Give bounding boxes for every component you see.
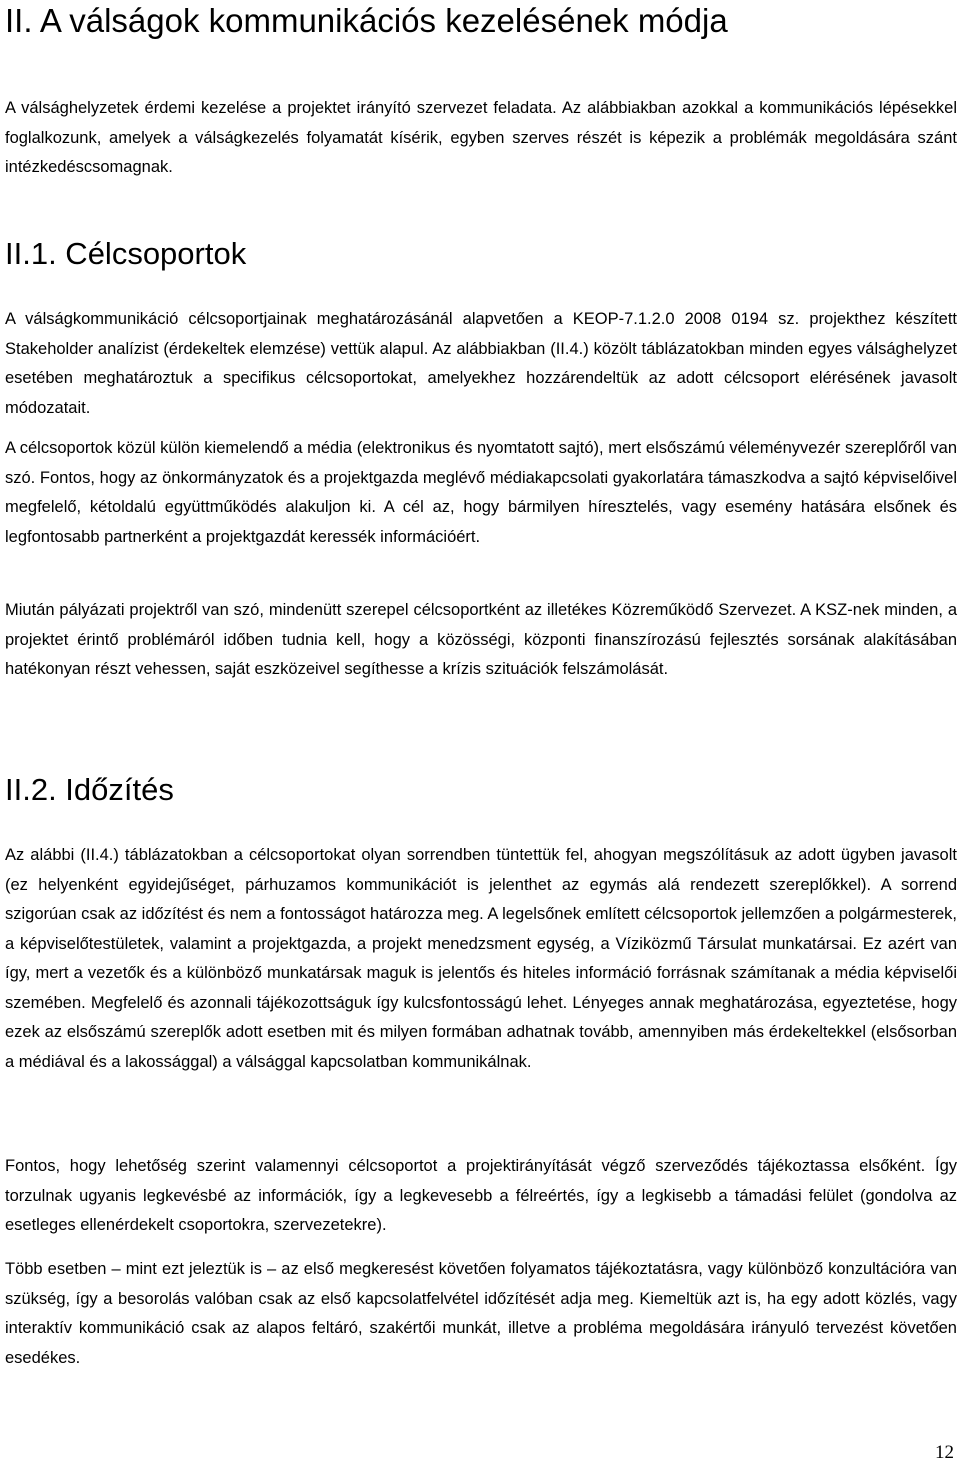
section-1-paragraph-1: A válságkommunikáció célcsoportjainak meghatározásánál alapvetően a KEOP-7.1.2.0 2008 0194 sz. projekthez készített Stakeholder analízist (érdekeltek elemzése) vettük alapul. Az alábbiakban (II.4.) közölt táblázatokban minden egyes válsághelyzet esetében meghatároztuk a specifikus célcsoportokat, amelyekhez hozzárendeltük az adott célcsoport elérésének javasolt módozatait. [5, 310, 957, 417]
section-1-paragraph-3: Miután pályázati projektről van szó, mindenütt szerepel célcsoportként az illetékes Közreműködő Szervezet. A KSZ-nek minden, a projektet érintő problémáról időben tudnia kell, hogy a közösségi, központi finanszírozású fejlesztés sorsának alakításában hatékonyan részt vehessen, saját eszközeivel segíthesse a krízis szituációk felszámolását. [5, 601, 957, 678]
section-title-idozites: II.2. Időzítés [5, 772, 174, 807]
section-2-paragraph-2: Fontos, hogy lehetőség szerint valamennyi célcsoportot a projektirányítását végző szerveződés tájékoztassa elsőként. Így torzulnak ugyanis legkevésbé az információk, így a legkevesebb a félreértés, így a legkisebb a támadási felület (gondolva az esetleges ellenérdekelt csoportokra, szervezetekre). [5, 1157, 957, 1234]
section-2-paragraph-3: Több esetben – mint ezt jeleztük is – az első megkeresést követően folyamatos tájékoztatásra, vagy különböző konzultációra van szükség, így a besorolás valóban csak az első kapcsolatfelvétel időzítését adja meg. Kiemeltük azt is, ha egy adott közlés, vagy interaktív kommunikáció csak az alapos feltáró, szakértői munkát, illetve a probléma megoldására irányuló tervezést követően esedékes. [5, 1260, 957, 1367]
page-number: 12 [935, 1442, 954, 1463]
chapter-title: II. A válságok kommunikációs kezelésének módja [5, 2, 728, 39]
intro-paragraph: A válsághelyzetek érdemi kezelése a projektet irányító szervezet feladata. Az alábbiakban azokkal a kommunikációs lépésekkel foglalkozunk, amelyek a válságkezelés folyamatát kísérik, egyben szerves részét is képezik a problémák megoldására szánt intézkedéscsomagnak. [5, 99, 957, 176]
section-title-celcsoportok: II.1. Célcsoportok [5, 236, 247, 271]
section-1-paragraph-2: A célcsoportok közül külön kiemelendő a média (elektronikus és nyomtatott sajtó), mert elsőszámú véleményvezér szereplőről van szó. Fontos, hogy az önkormányzatok és a projektgazda meglévő médiakapcsolati gyakorlatára támaszkodva a sajtó képviselőivel megfelelő, kétoldalú együttműködés alakuljon ki. A cél az, hogy bármilyen híresztelés, vagy esemény hatására elsőnek és legfontosabb partnerként a projektgazdát keressék információért. [5, 439, 957, 546]
section-2-paragraph-1: Az alábbi (II.4.) táblázatokban a célcsoportokat olyan sorrendben tüntettük fel, ahogyan megszólításuk az adott ügyben javasolt (ez helyenként egyidejűséget, párhuzamos kommunikációt is jelenthet az egymás alá rendezett szereplőkkel). A sorrend szigorúan csak az időzítést és nem a fontosságot határozza meg. A legelsőnek említett célcsoportok jellemzően a polgármesterek, a képviselőtestületek, valamint a projektgazda, a projekt menedzsment egység, a Víziközmű Társulat munkatársai. Ez azért van így, mert a vezetők és a különböző munkatársak maguk is jelentős és hiteles információ forrásnak számítanak a média képviselői szemében. Megfelelő és azonnali tájékozottságuk így kulcsfontosságú lehet. Lényeges annak meghatározása, egyeztetése, hogy ezek az elsőszámú szereplők adott esetben mit és milyen formában adhatnak tovább, amennyiben más érdekeltekkel (elsősorban a médiával és a lakossággal) a válsággal kapcsolatban kommunikálnak. [5, 846, 958, 1071]
